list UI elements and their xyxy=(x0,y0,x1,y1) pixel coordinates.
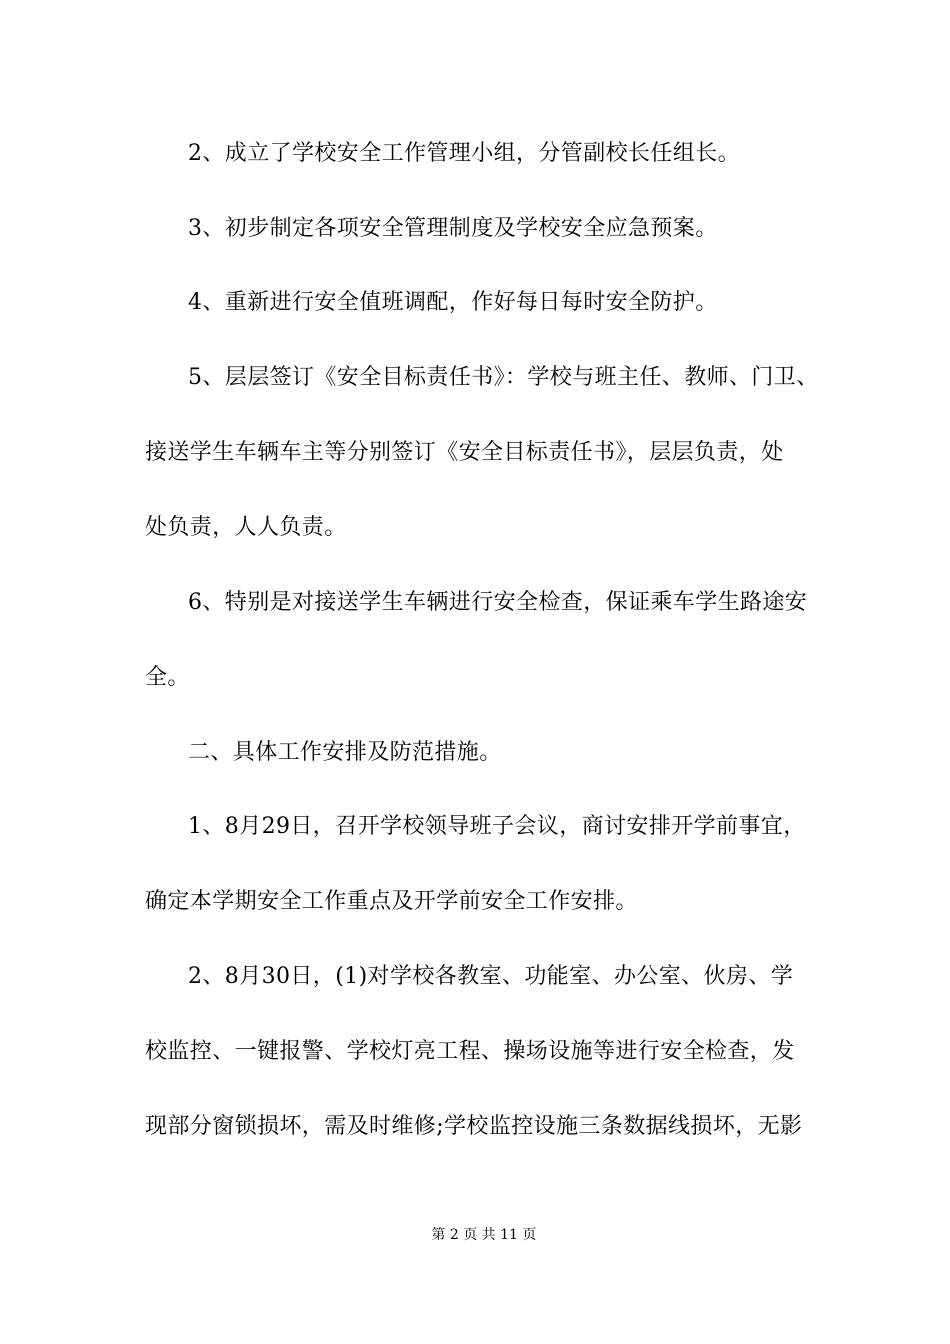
paragraph-line: 1、8月29日，召开学校领导班子会议，商讨安排开学前事宜， xyxy=(188,814,806,839)
paragraph-line: 确定本学期安全工作重点及开学前安全工作安排。 xyxy=(145,889,638,914)
paragraph-line: 6、特别是对接送学生车辆进行安全检查，保证乘车学生路途安 xyxy=(188,590,808,615)
paragraph-line: 现部分窗锁损坏，需及时维修;学校监控设施三条数据线损坏，无影 xyxy=(145,1114,803,1139)
paragraph-line: 处负责，人人负责。 xyxy=(145,515,347,540)
paragraph-line: 5、层层签订《安全目标责任书》：学校与班主任、教师、门卫、 xyxy=(188,365,819,390)
paragraph-line: 校监控、一键报警、学校灯亮工程、操场设施等进行安全检查，发 xyxy=(145,1039,795,1064)
paragraph-line: 2、成立了学校安全工作管理小组，分管副校长任组长。 xyxy=(188,141,740,166)
paragraph-line: 全。 xyxy=(145,665,190,690)
page-footer xyxy=(0,1208,950,1262)
paragraph-line: 接送学生车辆车主等分别签订《安全目标责任书》，层层负责，处 xyxy=(145,440,784,465)
paragraph-line: 2、8月30日，(1)对学校各教室、功能室、办公室、伙房、学 xyxy=(188,964,794,989)
paragraph-line: 3、初步制定各项安全管理制度及学校安全应急预案。 xyxy=(188,216,718,241)
page-number: 第 2 页 共 11 页 xyxy=(431,1227,537,1243)
section-heading: 二、具体工作安排及防范措施。 xyxy=(188,740,502,765)
paragraph-line: 4、重新进行安全值班调配，作好每日每时安全防护。 xyxy=(188,290,718,315)
